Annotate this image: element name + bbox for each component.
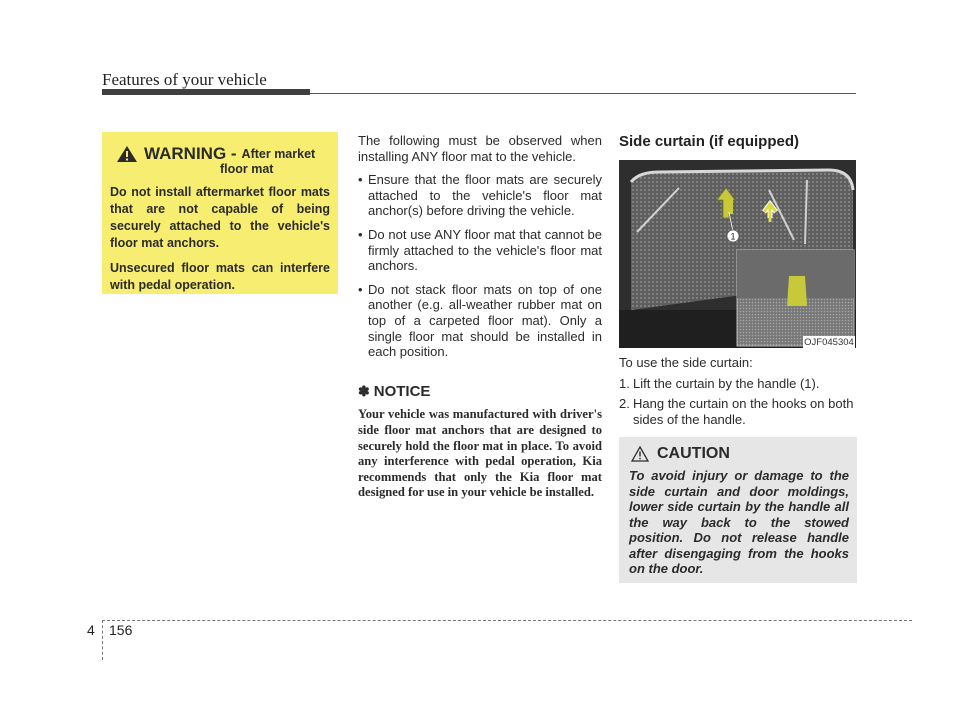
list-item-text: Ensure that the floor mats are securely attached to the vehicle's floor mat anchor(s) before driving the vehicle. [368, 172, 602, 219]
image-code: OJF045304 [804, 337, 854, 348]
chapter-number: 4 [87, 622, 95, 638]
section-heading: Side curtain (if equipped) [619, 133, 800, 150]
warning-subtitle-line1: After market [241, 147, 316, 161]
caution-body: To avoid injury or damage to the side curtain and door moldings, lower side curtain by the handle all the way back to the stowed position. Do not release handle after disengaging from the hooks on the door. [629, 468, 849, 576]
warning-box [102, 132, 338, 294]
bullet-icon: • [358, 281, 363, 297]
list-item [619, 396, 857, 427]
notice-title: NOTICE [373, 382, 431, 400]
footer-divider [102, 620, 103, 660]
step-text: Hang the curtain on the hooks on both sides of the handle. [633, 396, 854, 427]
side-curtain-photo [619, 160, 856, 348]
header-rule [310, 93, 856, 94]
caution-header [631, 445, 849, 463]
page-header-title: Features of your vehicle [102, 70, 267, 89]
list-item [358, 172, 602, 219]
list-item [358, 282, 602, 360]
notice-body: Your vehicle was manufactured with driver's side floor mat anchors that are designed to securely hold the floor mat in place. To avoid any interference with pedal operation, Kia recommends that only the Kia floor mat designed for use in your vehicle be installed. [358, 407, 602, 500]
warning-subtitle-line2: floor mat [220, 162, 274, 176]
notice-heading [358, 384, 602, 400]
bullet-icon: • [358, 226, 363, 242]
floor-mat-instructions [358, 133, 602, 501]
warning-paragraph-1: Do not install aftermarket floor mats that are not capable of being securely attached to the vehicle's floor mat anchors. [110, 185, 330, 250]
caution-box [619, 437, 857, 583]
warning-paragraph-2: Unsecured floor mats can interfere with pedal operation. [110, 261, 330, 292]
header-bar [102, 89, 310, 95]
warning-header [116, 144, 330, 164]
warning-triangle-icon [116, 145, 138, 163]
list-item [619, 376, 857, 392]
instructions-intro: The following must be observed when installing ANY floor mat to the vehicle. [358, 133, 602, 164]
step-text: Lift the curtain by the handle (1). [633, 375, 820, 391]
caution-title: CAUTION [657, 445, 730, 462]
step-number: 1. [619, 375, 630, 391]
step-number: 2. [619, 396, 630, 412]
list-item [358, 227, 602, 274]
steps-intro: To use the side curtain: [619, 355, 753, 370]
list-item-text: Do not use ANY floor mat that cannot be firmly attached to the vehicle's floor mat anchors. [368, 226, 602, 274]
list-item-text: Do not stack floor mats on top of one another (e.g. all-weather rubber mat on top of a carpeted floor mat). Only a single floor mat should be installed in each position. [368, 281, 602, 360]
side-curtain-instructions [619, 355, 857, 427]
page-number: 156 [109, 622, 133, 638]
footer-rule [102, 620, 912, 621]
caution-triangle-icon [631, 446, 649, 462]
bullet-icon: • [358, 172, 363, 188]
notice-star-icon: ✽ [358, 382, 370, 399]
warning-title: WARNING - [144, 144, 237, 163]
callout-number: 1 [730, 231, 736, 242]
